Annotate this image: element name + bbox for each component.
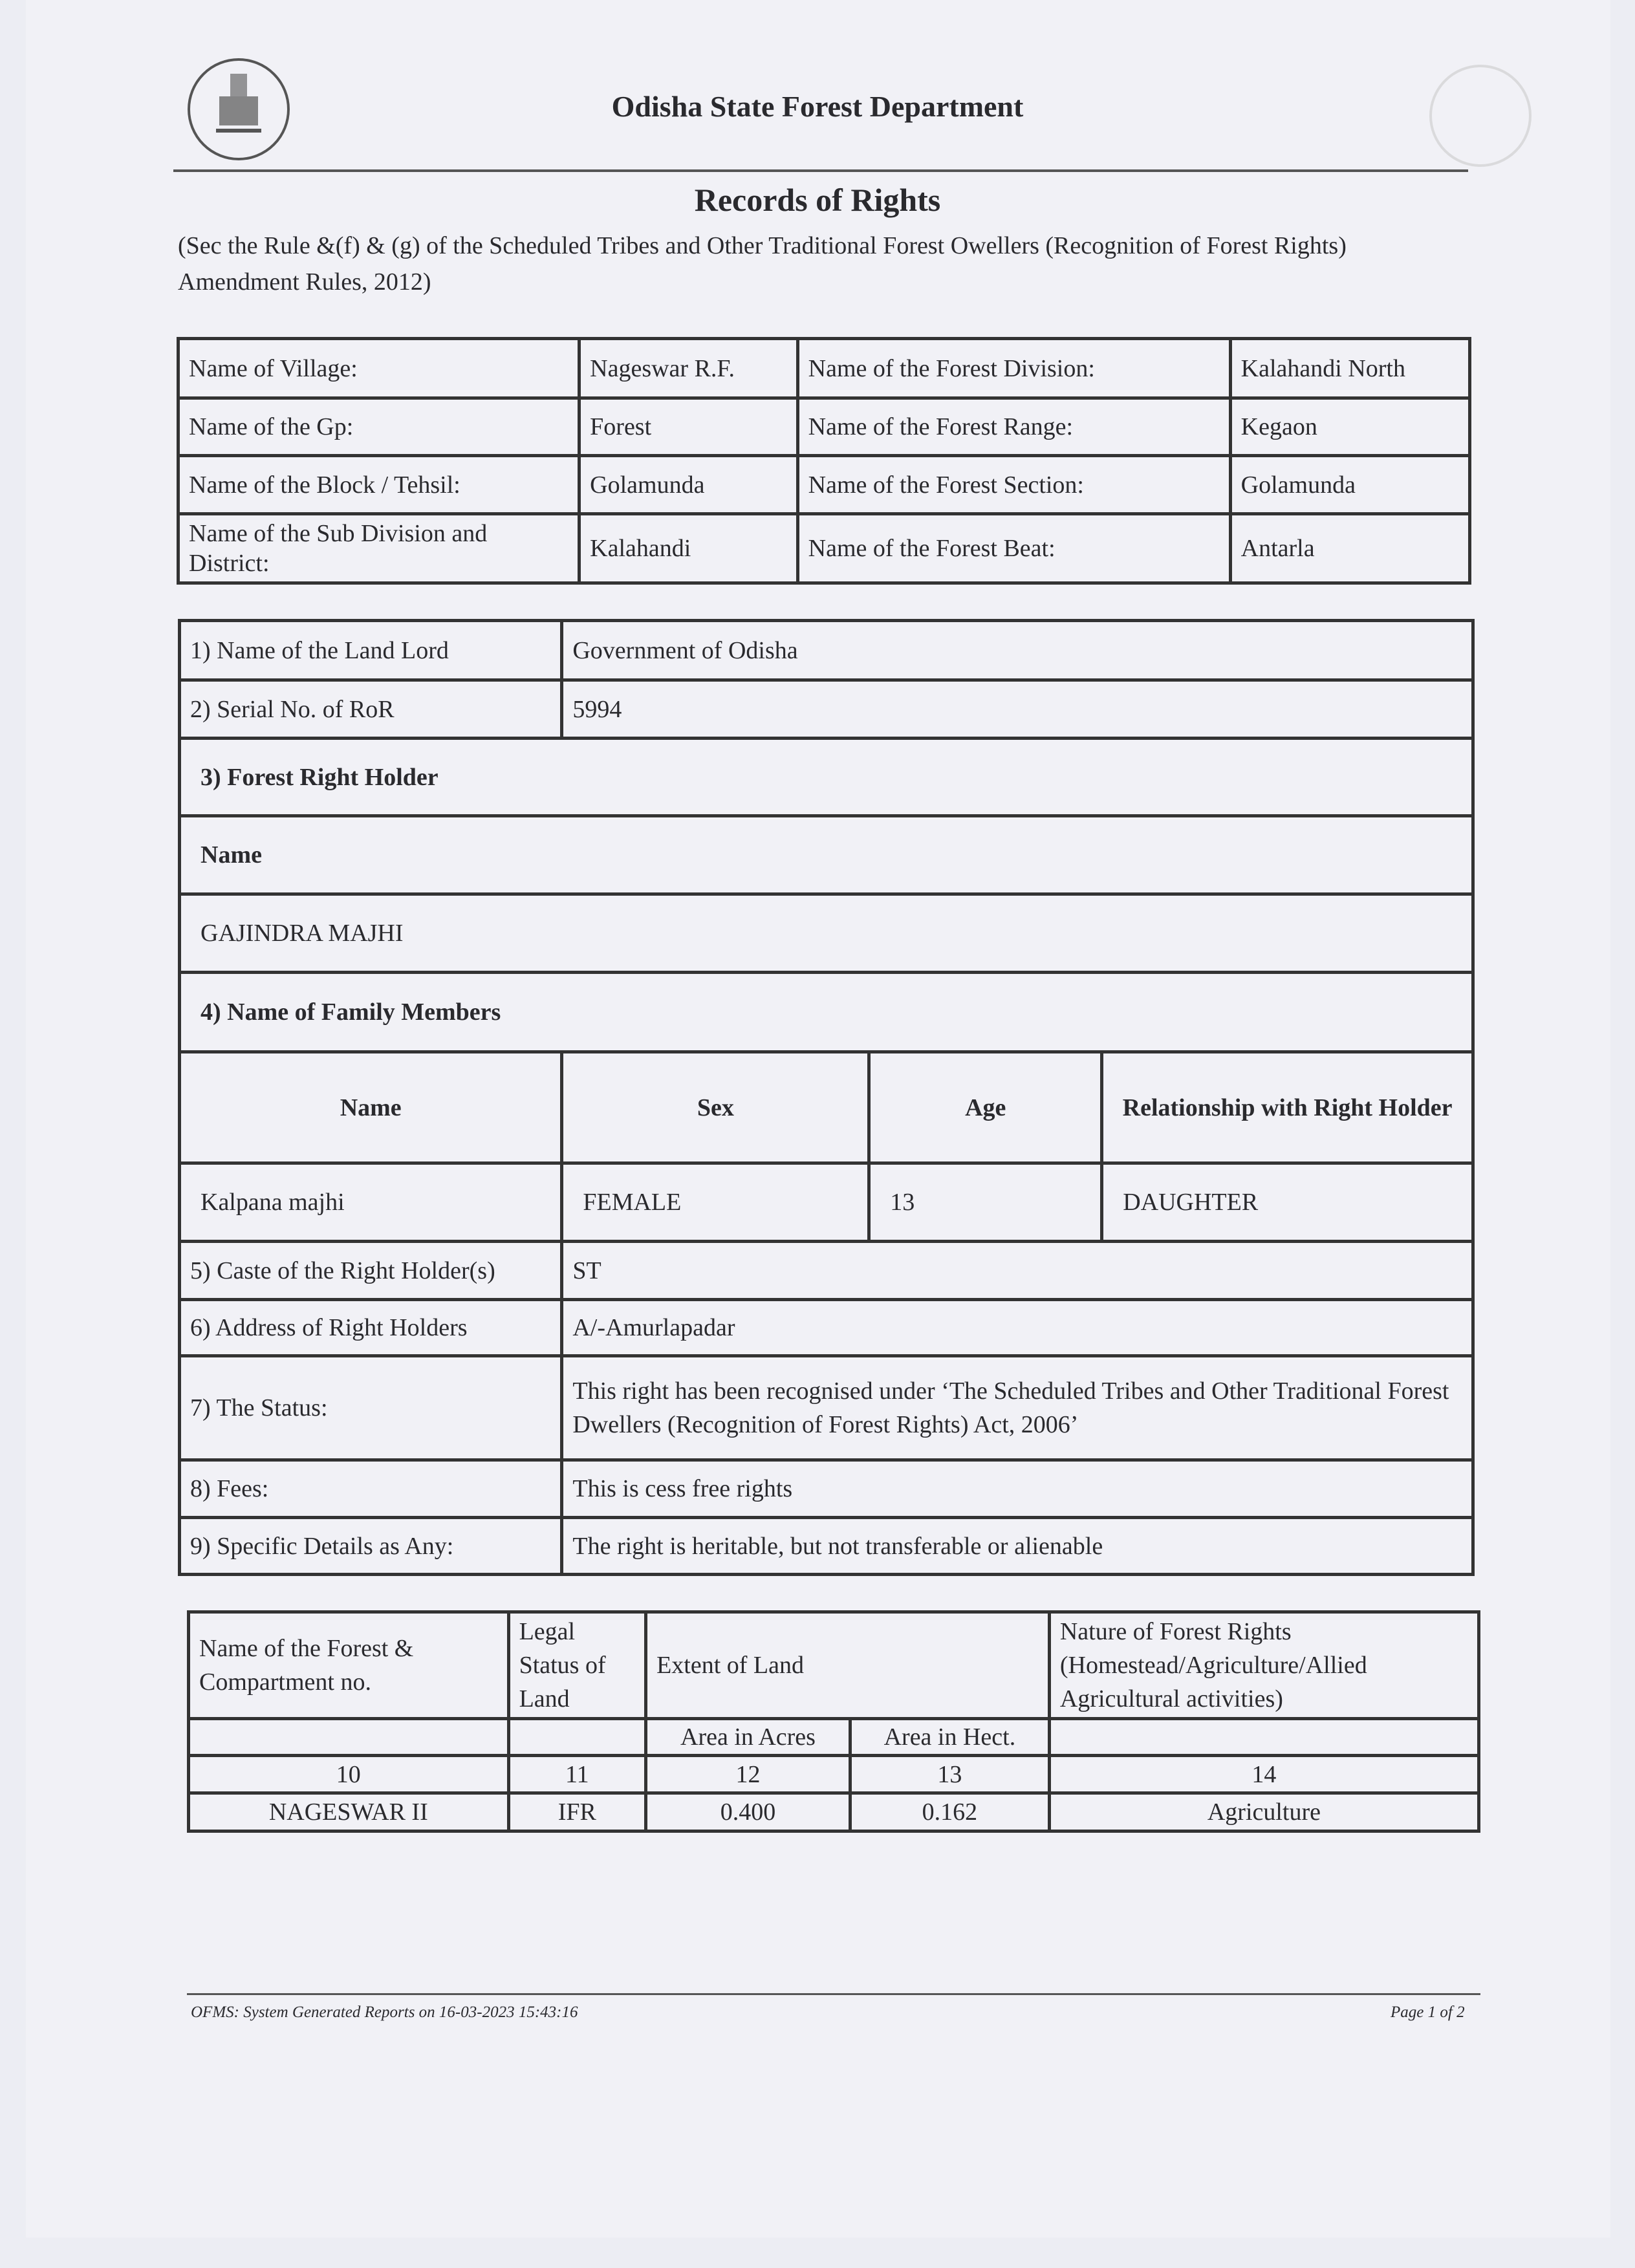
land-table [187, 1610, 1480, 1833]
location-value: Golamunda [579, 456, 797, 514]
details-value: The right is heritable, but not transferable or alienable [562, 1518, 1473, 1575]
location-row [179, 456, 1470, 514]
location-value: Forest [579, 398, 797, 456]
location-value: Kegaon [1230, 398, 1469, 456]
family-header-sex: Sex [562, 1052, 869, 1163]
location-label: Name of the Gp: [179, 398, 579, 456]
land-lord-value: Government of Odisha [562, 621, 1473, 680]
header-area-acres: Area in Acres [646, 1719, 850, 1756]
land-cell: Agriculture [1049, 1793, 1478, 1831]
location-row [179, 398, 1470, 456]
family-name: Kalpana majhi [180, 1163, 562, 1242]
department-title: Odisha State Forest Department [611, 90, 1024, 123]
document-subtitle: (Sec the Rule &(f) & (g) of the Scheduled Tribes and Other Traditional Forest Owellers (Recognition of Forest Rights) Amendment Rules, 2012) [178, 232, 1347, 296]
row-land-lord [180, 621, 1473, 680]
serial-label: 2) Serial No. of RoR [180, 680, 562, 739]
location-label: Name of the Forest Range: [797, 398, 1230, 456]
family-heading: 4) Name of Family Members [180, 973, 1473, 1052]
column-number-row [189, 1756, 1479, 1793]
family-header-age: Age [869, 1052, 1102, 1163]
location-label: Name of the Forest Division: [797, 339, 1230, 398]
location-label: Name of the Sub Division and District: [179, 514, 579, 583]
column-number: 13 [850, 1756, 1049, 1793]
location-value: Antarla [1230, 514, 1469, 583]
land-cell: 0.162 [850, 1793, 1049, 1831]
details-label: 9) Specific Details as Any: [180, 1518, 562, 1575]
footer-divider [187, 1993, 1480, 1995]
fees-label: 8) Fees: [180, 1460, 562, 1518]
location-row [179, 339, 1470, 398]
record-table [178, 619, 1475, 1576]
location-label: Name of Village: [179, 339, 579, 398]
row-serial [180, 680, 1473, 739]
address-value: A/-Amurlapadar [562, 1300, 1473, 1356]
location-label: Name of the Block / Tehsil: [179, 456, 579, 514]
fees-value: This is cess free rights [562, 1460, 1473, 1518]
status-label: 7) The Status: [180, 1356, 562, 1460]
family-header-relationship: Relationship with Right Holder [1102, 1052, 1473, 1163]
location-value: Kalahandi North [1230, 339, 1469, 398]
holder-name: GAJINDRA MAJHI [180, 894, 1473, 973]
family-age: 13 [869, 1163, 1102, 1242]
family-relationship: DAUGHTER [1102, 1163, 1473, 1242]
column-number: 14 [1049, 1756, 1478, 1793]
column-number: 11 [508, 1756, 646, 1793]
document-title: Records of Rights [694, 182, 941, 218]
location-row [179, 514, 1470, 583]
holder-heading: 3) Forest Right Holder [180, 739, 1473, 816]
footer-page-number: Page 1 of 2 [1391, 2003, 1465, 2021]
location-value: Nageswar R.F. [579, 339, 797, 398]
land-cell: 0.400 [646, 1793, 850, 1831]
header-extent: Extent of Land [646, 1612, 1050, 1719]
header-area-hect: Area in Hect. [850, 1719, 1049, 1756]
land-lord-label: 1) Name of the Land Lord [180, 621, 562, 680]
header-legal-status: Legal Status of Land [508, 1612, 646, 1719]
header-divider [173, 169, 1468, 172]
header-forest: Name of the Forest & Compartment no. [189, 1612, 509, 1719]
location-table [177, 337, 1471, 585]
location-value: Golamunda [1230, 456, 1469, 514]
location-label: Name of the Forest Beat: [797, 514, 1230, 583]
land-cell: NAGESWAR II [189, 1793, 509, 1831]
column-number: 12 [646, 1756, 850, 1793]
address-label: 6) Address of Right Holders [180, 1300, 562, 1356]
footer-generated: OFMS: System Generated Reports on 16-03-2023 15:43:16 [191, 2003, 578, 2021]
caste-value: ST [562, 1242, 1473, 1300]
family-header-name: Name [180, 1052, 562, 1163]
family-header-row [180, 1052, 1473, 1163]
status-value: This right has been recognised under ‘The Scheduled Tribes and Other Traditional Forest Dwellers (Recognition of Forest Rights) Act, 2006’ [562, 1356, 1473, 1460]
location-label: Name of the Forest Section: [797, 456, 1230, 514]
header-nature: Nature of Forest Rights (Homestead/Agriculture/Allied Agricultural activities) [1049, 1612, 1478, 1719]
name-label: Name [180, 816, 1473, 894]
family-sex: FEMALE [562, 1163, 869, 1242]
land-cell: IFR [508, 1793, 646, 1831]
caste-label: 5) Caste of the Right Holder(s) [180, 1242, 562, 1300]
serial-value: 5994 [562, 680, 1473, 739]
family-row [180, 1163, 1473, 1242]
column-number: 10 [189, 1756, 509, 1793]
location-value: Kalahandi [579, 514, 797, 583]
land-row [189, 1793, 1479, 1831]
